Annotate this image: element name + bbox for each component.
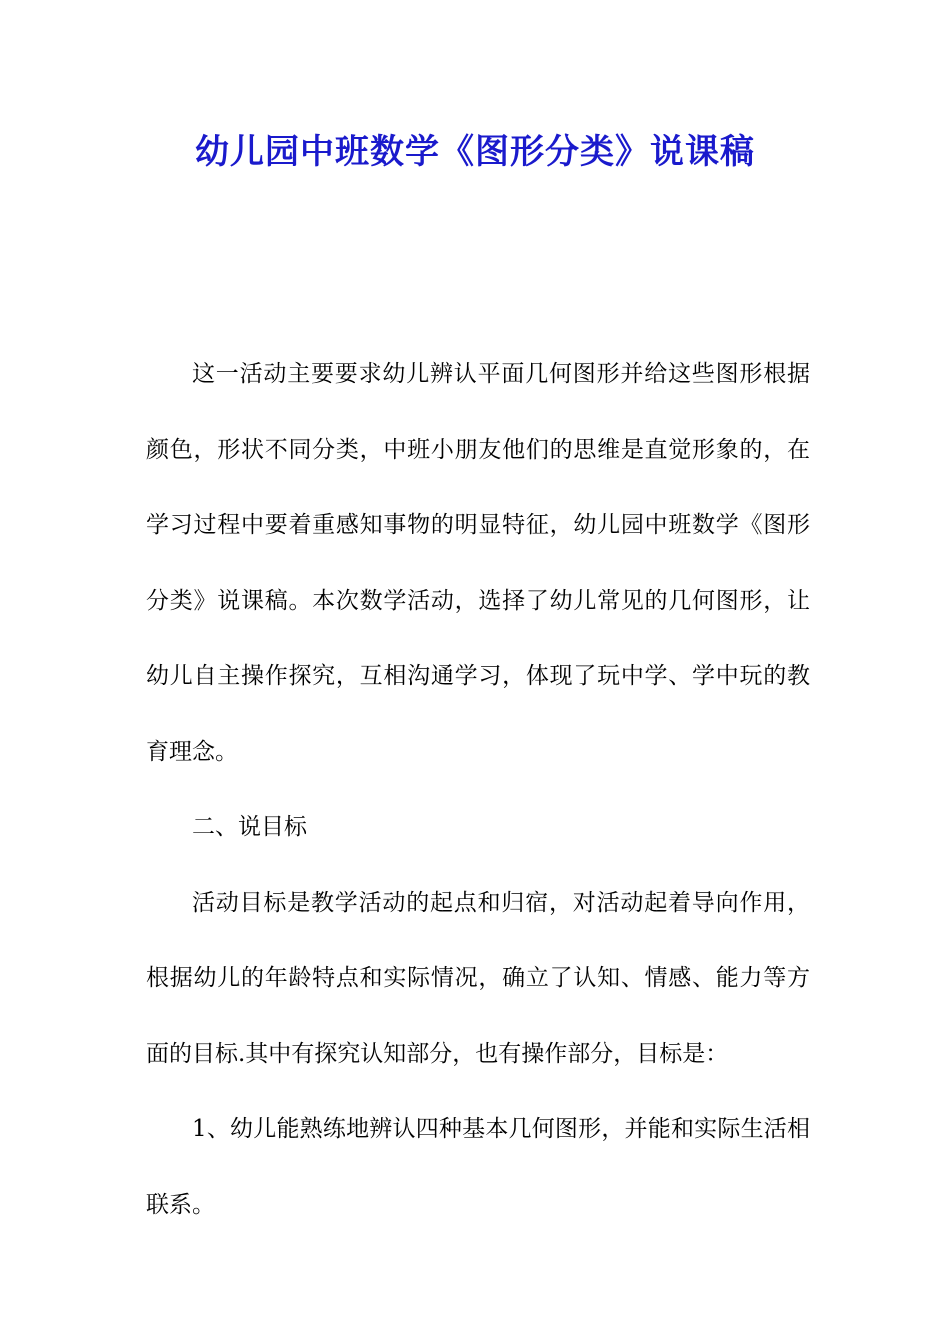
paragraph-goal-1: 1、幼儿能熟练地辨认四种基本几何图形，并能和实际生活相联系。 <box>146 1116 810 1218</box>
document-body <box>146 337 810 1243</box>
page-title: 幼儿园中班数学《图形分类》说课稿 <box>195 132 755 172</box>
paragraph-goals: 活动目标是教学活动的起点和归宿，对活动起着导向作用，根据幼儿的年龄特点和实际情况，确立了认知、情感、能力等方面的目标.其中有探究认知部分，也有操作部分，目标是： <box>146 889 810 1067</box>
section-heading-goals: 二、说目标 <box>192 814 307 840</box>
paragraph-intro: 这一活动主要要求幼儿辨认平面几何图形并给这些图形根据颜色，形状不同分类，中班小朋友他们的思维是直觉形象的，在学习过程中要着重感知事物的明显特征，幼儿园中班数学《图形分类》说课稿。本次数学活动，选择了幼儿常见的几何图形，让幼儿自主操作探究，互相沟通学习，体现了玩中学、学中玩的教育理念。 <box>146 361 810 765</box>
